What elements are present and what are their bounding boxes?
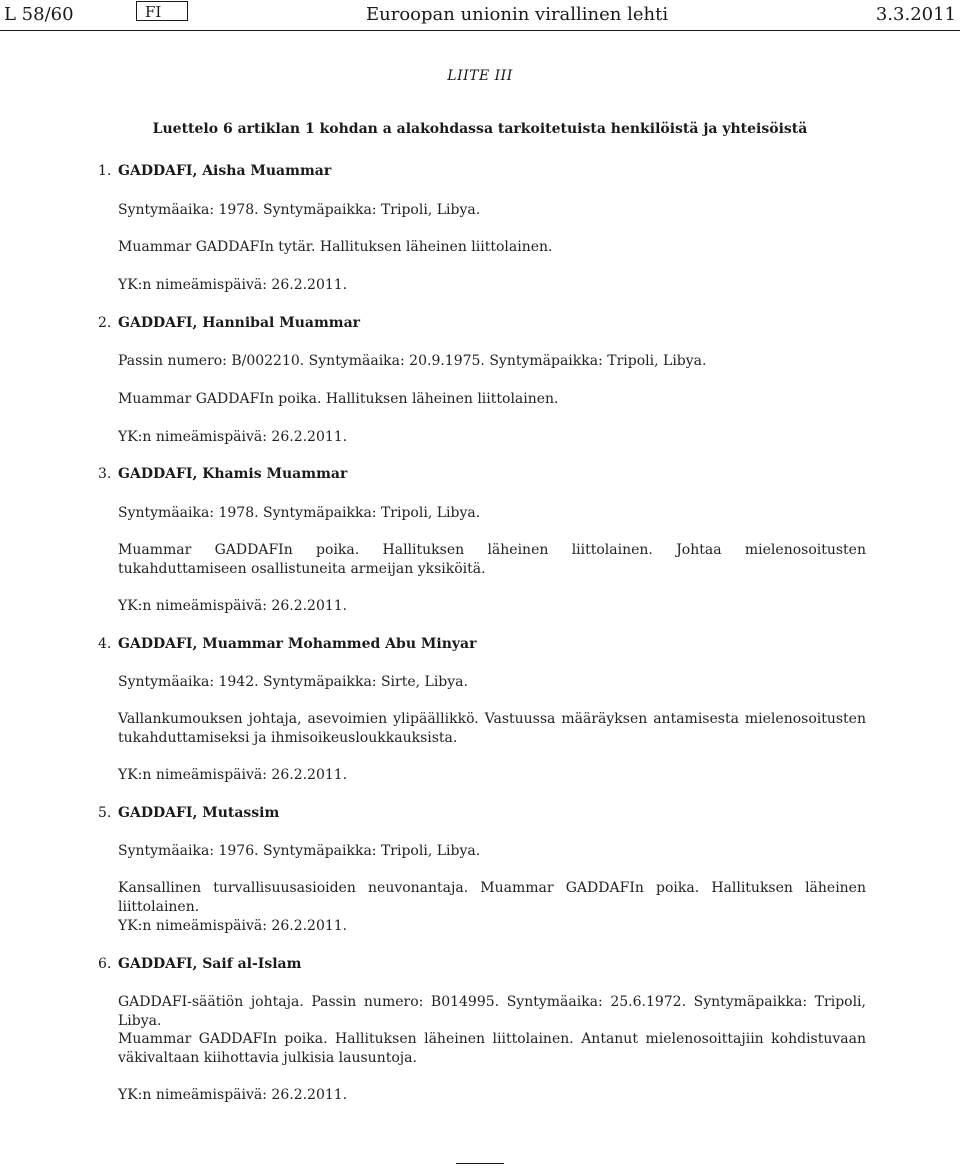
entry-number: 1.: [98, 163, 112, 179]
entry-number: 3.: [98, 466, 112, 482]
page-header: [0, 0, 960, 30]
entry-number: 2.: [98, 315, 112, 331]
entry-description: Muammar GADDAFIn tytär. Hallituksen läheinen liittolainen.: [118, 239, 553, 255]
entry-birth-info: Syntymäaika: 1978. Syntymäpaikka: Tripoli, Libya.: [118, 202, 481, 218]
language-code-box: FI: [136, 1, 188, 21]
page-reference: L 58/60: [4, 4, 74, 25]
entry-name: GADDAFI, Saif al-Islam: [118, 956, 302, 972]
entry-birth-info: Syntymäaika: 1976. Syntymäpaikka: Tripoli, Libya.: [118, 843, 481, 859]
entry-un-designation-date: YK:n nimeämispäivä: 26.2.2011.: [118, 1087, 348, 1103]
header-divider: [0, 30, 960, 31]
entry-name: GADDAFI, Khamis Muammar: [118, 466, 348, 482]
entry-number: 6.: [98, 956, 112, 972]
entry-name: GADDAFI, Muammar Mohammed Abu Minyar: [118, 636, 477, 652]
entry-un-designation-date: YK:n nimeämispäivä: 26.2.2011.: [118, 598, 348, 614]
entry-description: Muammar GADDAFIn poika. Hallituksen läheinen liittolainen.: [118, 391, 559, 407]
list-title: Luettelo 6 artiklan 1 kohdan a alakohdassa tarkoitetuista henkilöistä ja yhteisöistä: [152, 121, 808, 137]
publication-date: 3.3.2011: [875, 4, 956, 25]
entry-birth-info: Syntymäaika: 1942. Syntymäpaikka: Sirte, Libya.: [118, 674, 468, 690]
entry-birth-info: Passin numero: B/002210. Syntymäaika: 20.9.1975. Syntymäpaikka: Tripoli, Libya.: [118, 353, 707, 369]
entry-name: GADDAFI, Mutassim: [118, 805, 280, 821]
entry-description: Vallankumouksen johtaja, asevoimien ylipäällikkö. Vastuussa määräyksen antamisesta mielenosoitusten tukahduttamiseksi ja ihmisoikeusloukkauksista.: [118, 711, 866, 746]
entry-birth-info: GADDAFI-säätiön johtaja. Passin numero: B014995. Syntymäaika: 25.6.1972. Syntymäpaikka: Tripoli, Libya.: [118, 994, 866, 1029]
entry-number: 4.: [98, 636, 112, 652]
entry-number: 5.: [98, 805, 112, 821]
entry-name: GADDAFI, Aisha Muammar: [118, 163, 332, 179]
annex-label: LIITE III: [447, 68, 513, 84]
entry-un-designation-date: YK:n nimeämispäivä: 26.2.2011.: [118, 429, 348, 445]
entry-name: GADDAFI, Hannibal Muammar: [118, 315, 361, 331]
footer-rule: [456, 1163, 504, 1164]
entry-description: Muammar GADDAFIn poika. Hallituksen läheinen liittolainen. Antanut mielenosoittajiin kohdistuvaan väkivaltaan kiihottavia julkisia lausuntoja.: [118, 1031, 866, 1066]
entry-un-designation-date: YK:n nimeämispäivä: 26.2.2011.: [118, 918, 348, 934]
entry-un-designation-date: YK:n nimeämispäivä: 26.2.2011.: [118, 767, 348, 783]
entry-description: Kansallinen turvallisuusasioiden neuvonantaja. Muammar GADDAFIn poika. Hallituksen läheinen liittolainen.: [118, 880, 866, 915]
entry-birth-info: Syntymäaika: 1978. Syntymäpaikka: Tripoli, Libya.: [118, 505, 481, 521]
entry-description: Muammar GADDAFIn poika. Hallituksen läheinen liittolainen. Johtaa mielenosoitusten tukahduttamiseen osallistuneita armeijan yksiköitä.: [118, 542, 866, 577]
entry-un-designation-date: YK:n nimeämispäivä: 26.2.2011.: [118, 277, 348, 293]
journal-title: Euroopan unionin virallinen lehti: [366, 4, 669, 25]
